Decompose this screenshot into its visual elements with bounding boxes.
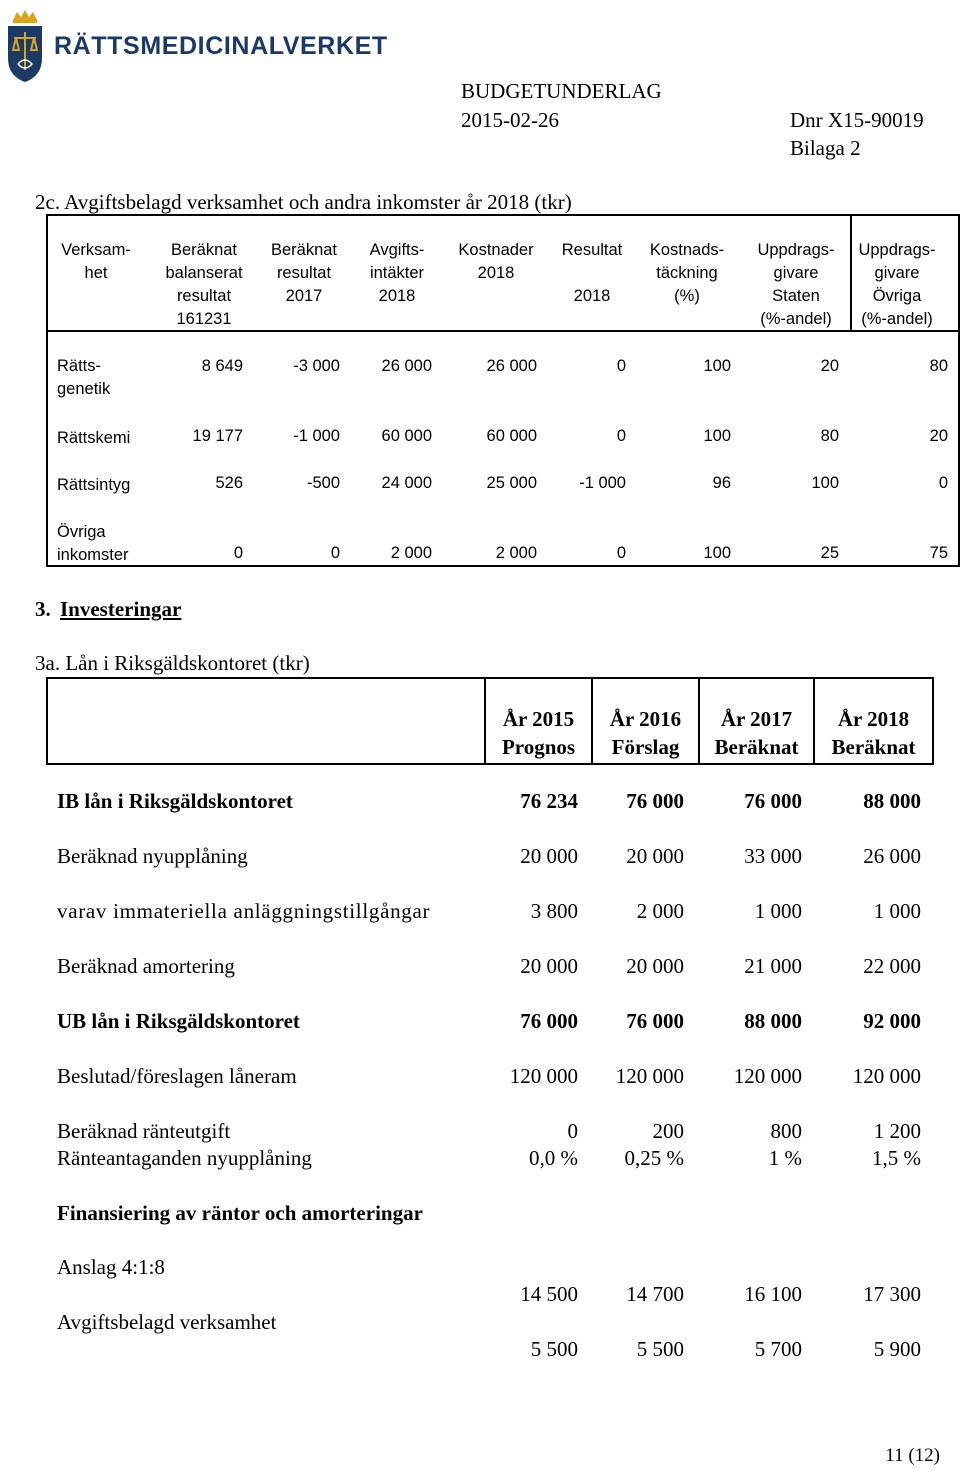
table-cell: 92 000: [863, 1009, 921, 1033]
table-cell: 1 000: [873, 899, 921, 923]
table-cell: 200: [652, 1119, 684, 1143]
column-header-line: balanserat: [165, 264, 243, 282]
section-2c-title: 2c. Avgiftsbelagd verksamhet och andra inkomster år 2018 (tkr): [35, 190, 572, 214]
column-header-line: 2018: [477, 264, 515, 282]
document-number: Dnr X15-90019: [790, 108, 924, 132]
table-cell: 14 500: [520, 1282, 578, 1306]
row-label: Anslag 4:1:8: [57, 1255, 165, 1279]
table-cell: 3 800: [530, 899, 578, 923]
section-3-title: Investeringar: [60, 597, 182, 621]
column-header-line: Beräknat: [270, 241, 338, 259]
table-cell: 26 000: [381, 357, 432, 375]
table-cell: 0: [567, 1119, 578, 1143]
organization-name: RÄTTSMEDICINALVERKET: [54, 32, 388, 60]
table-cell: 20 000: [626, 844, 684, 868]
table-cell: 100: [703, 427, 731, 445]
table-cell: 25 000: [486, 474, 537, 492]
column-header: [593, 705, 698, 761]
table-cell: 2 000: [390, 544, 432, 562]
row-label: UB lån i Riksgäldskontoret: [57, 1009, 300, 1033]
coat-of-arms-logo: [4, 6, 46, 84]
row-label: Beräknad amortering: [57, 954, 235, 978]
column-header-line: Staten: [772, 287, 820, 305]
table-cell: 1,5 %: [872, 1146, 921, 1170]
table-cell: 5 500: [530, 1337, 578, 1361]
table-cell: 120 000: [733, 1064, 802, 1088]
page-number: 11 (12): [885, 1445, 940, 1466]
table-cell: 2 000: [495, 544, 537, 562]
column-header: [352, 239, 442, 308]
row-label: Finansiering av räntor och amorteringar: [57, 1201, 423, 1225]
column-header-line: 2017: [285, 287, 323, 305]
row-label: [57, 474, 130, 497]
column-header-line: [547, 262, 637, 285]
column-header: [746, 239, 846, 331]
table-cell: 100: [703, 544, 731, 562]
column-header-line: Verksam-: [61, 241, 131, 259]
table-cell: 76 000: [626, 1009, 684, 1033]
table-cell: 0: [330, 544, 340, 562]
row-label-line: Rättskemi: [57, 429, 131, 447]
table-cell: 76 234: [520, 789, 578, 813]
table-cell: 75: [929, 544, 948, 562]
column-header-line: (%-andel): [861, 310, 933, 328]
column-header-line: Prognos: [501, 735, 576, 759]
column-header-line: resultat: [276, 264, 332, 282]
column-header-line: År 2016: [609, 707, 682, 731]
column-header-line: Uppdrags-: [858, 241, 936, 259]
row-label: varav immateriella anläggningstillgångar: [57, 899, 431, 923]
table-cell: 25: [820, 544, 839, 562]
table-cell: 0: [616, 427, 626, 445]
table-cell: 100: [703, 357, 731, 375]
column-header: [847, 239, 947, 331]
column-header-line: intäkter: [369, 264, 425, 282]
table-cell: 20: [820, 357, 839, 375]
column-header-line: År 2018: [837, 707, 910, 731]
column-header-line: (%): [674, 287, 700, 305]
column-header: [700, 705, 813, 761]
row-label: [57, 427, 130, 450]
column-header: [446, 239, 546, 285]
row-label-line: Rätts-: [57, 357, 102, 375]
table-cell: -1 000: [579, 474, 626, 492]
table-cell: 1 000: [754, 899, 802, 923]
row-label: Beräknad nyupplåning: [57, 844, 248, 868]
section-3-number: 3.: [35, 597, 51, 621]
table-cell: -1 000: [293, 427, 340, 445]
row-label: Beräknad ränteutgift: [57, 1119, 231, 1143]
table-cell: 100: [811, 474, 839, 492]
table-cell: 20 000: [626, 954, 684, 978]
table-cell: 5 500: [636, 1337, 684, 1361]
table-cell: 26 000: [486, 357, 537, 375]
row-label-line: Rättsintyg: [57, 476, 131, 494]
column-header: [815, 705, 932, 761]
table-cell: 33 000: [744, 844, 802, 868]
row-label: Avgiftsbelagd verksamhet: [57, 1310, 277, 1334]
section-3-heading: [35, 597, 181, 622]
column-header-line: 2018: [573, 287, 611, 305]
table-cell: 22 000: [863, 954, 921, 978]
column-header-line: Övriga: [872, 287, 922, 305]
column-header-line: Uppdrags-: [757, 241, 835, 259]
table-cell: 17 300: [863, 1282, 921, 1306]
crown-icon: [13, 10, 37, 20]
table-cell: 5 900: [873, 1337, 921, 1361]
table-cell: -3 000: [293, 357, 340, 375]
table-cell: 0: [616, 544, 626, 562]
table-cell: 120 000: [615, 1064, 684, 1088]
table-cell: 76 000: [744, 789, 802, 813]
row-label-line: inkomster: [57, 546, 129, 564]
column-header-line: År 2017: [720, 707, 793, 731]
table-cell: 800: [770, 1119, 802, 1143]
table-cell: -500: [306, 474, 340, 492]
column-header-line: Förslag: [611, 735, 680, 759]
column-header-line: (%-andel): [760, 310, 832, 328]
table-cell: 20 000: [520, 954, 578, 978]
column-header-line: Beräknat: [170, 241, 238, 259]
table-cell: 120 000: [509, 1064, 578, 1088]
column-header-line: Beräknat: [831, 735, 916, 759]
column-header-line: År 2015: [502, 707, 575, 731]
table-cell: 526: [215, 474, 243, 492]
table-cell: 0: [616, 357, 626, 375]
column-header-line: givare: [874, 264, 920, 282]
table-cell: 0,25 %: [624, 1146, 684, 1170]
document-date: 2015-02-26: [461, 108, 559, 132]
table-cell: 20: [929, 427, 948, 445]
row-label: Ränteantaganden nyupplåning: [57, 1146, 312, 1170]
column-header: [547, 239, 637, 308]
row-label: Beslutad/föreslagen låneram: [57, 1064, 297, 1088]
table-cell: 26 000: [863, 844, 921, 868]
table-cell: 88 000: [863, 789, 921, 813]
table-cell: 76 000: [520, 1009, 578, 1033]
column-header-line: resultat: [176, 287, 232, 305]
column-header-line: Beräknat: [714, 735, 799, 759]
section-3a-title: 3a. Lån i Riksgäldskontoret (tkr): [35, 651, 310, 675]
row-label: IB lån i Riksgäldskontoret: [57, 789, 293, 813]
column-header-line: givare: [773, 264, 819, 282]
column-header: [51, 239, 141, 285]
table-cell: 1 %: [768, 1146, 802, 1170]
document-type: BUDGETUNDERLAG: [461, 79, 662, 103]
column-header-line: Avgifts-: [369, 241, 425, 259]
row-label-line: Övriga: [57, 523, 106, 541]
table-cell: 0: [233, 544, 243, 562]
table-cell: 80: [929, 357, 948, 375]
column-header: [486, 705, 591, 761]
table-cell: 14 700: [626, 1282, 684, 1306]
table-cell: 19 177: [192, 427, 243, 445]
table-cell: 120 000: [852, 1064, 921, 1088]
row-label: [57, 521, 129, 567]
column-header-line: het: [84, 264, 108, 282]
table-cell: 0: [938, 474, 948, 492]
column-header: [259, 239, 349, 308]
table-cell: 0,0 %: [529, 1146, 578, 1170]
table-cell: 88 000: [744, 1009, 802, 1033]
table-cell: 1 200: [873, 1119, 921, 1143]
table-cell: 5 700: [754, 1337, 802, 1361]
table-cell: 80: [820, 427, 839, 445]
column-header-line: 161231: [176, 310, 232, 328]
row-label: [57, 355, 110, 401]
table-cell: 76 000: [626, 789, 684, 813]
column-header: [637, 239, 737, 308]
table-cell: 20 000: [520, 844, 578, 868]
table-cell: 21 000: [744, 954, 802, 978]
attachment-label: Bilaga 2: [790, 136, 861, 160]
column-header-line: Kostnader: [458, 241, 534, 259]
table-cell: 24 000: [381, 474, 432, 492]
table-cell: 2 000: [636, 899, 684, 923]
column-header-line: 2018: [378, 287, 416, 305]
column-header-line: Kostnads-: [649, 241, 725, 259]
column-header: [154, 239, 254, 331]
table-cell: 96: [712, 474, 731, 492]
table-cell: 16 100: [744, 1282, 802, 1306]
row-label-line: genetik: [57, 380, 111, 398]
table-cell: 60 000: [486, 427, 537, 445]
column-header-line: Resultat: [561, 241, 623, 259]
column-header-line: täckning: [656, 264, 718, 282]
table-cell: 60 000: [381, 427, 432, 445]
table-cell: 8 649: [201, 357, 243, 375]
